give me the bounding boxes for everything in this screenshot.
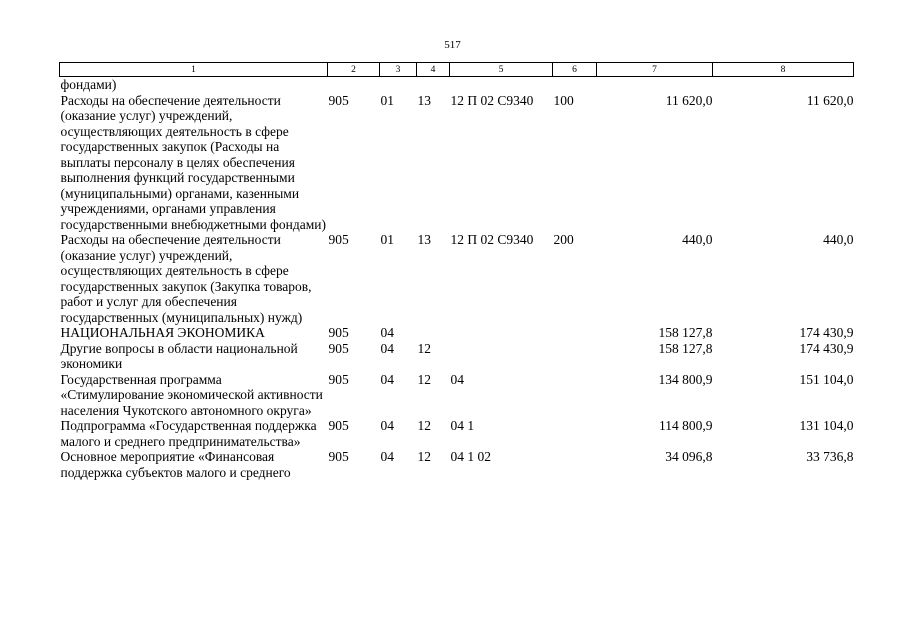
row-section-code: 04 [380,340,394,356]
row-target-code: 12 П 02 С9340 [450,92,534,108]
row-amount-year-2: 174 430,9 [799,325,854,340]
row-expense-type [553,372,597,419]
header-col-2: 2 [328,63,380,77]
table-row [60,372,854,419]
row-subsection-code [417,325,450,341]
row-description: Расходы на обеспечение деятельности (оказание услуг) учреждений, осуществляющих деятельность в сфере государственных закупок (Закупка товаров, работ и услуг для обеспечения государственных (муниципальных) нужд) [60,232,312,325]
row-description: Основное мероприятие «Финансовая поддержка субъектов малого и среднего [60,449,291,480]
row-ministry-code: 905 [328,371,349,387]
row-amount-year-1: 158 127,8 [658,340,713,356]
row-subsection-code: 12 [417,340,431,356]
header-col-8: 8 [713,63,854,77]
row-ministry-code: 905 [328,449,349,464]
page-number: 517 [444,39,461,51]
row-target-code: 04 1 02 [450,449,491,464]
row-ministry-code: 905 [328,92,349,108]
row-amount-year-1: 134 800,9 [658,371,713,387]
row-target-code [450,341,553,372]
row-amount-year-1: 158 127,8 [658,325,713,340]
table-row [60,418,854,449]
header-col-4: 4 [417,63,450,77]
row-amount-year-2: 131 104,0 [799,418,854,433]
row-amount-year-1 [597,77,713,93]
header-col-5: 5 [450,63,553,77]
row-subsection-code: 13 [417,92,431,108]
row-subsection-code [417,77,450,93]
header-col-7: 7 [597,63,713,77]
table-row [60,93,854,233]
row-amount-year-2: 174 430,9 [799,340,854,356]
row-section-code: 04 [380,325,394,340]
header-col-1: 1 [60,63,328,77]
row-amount-year-1: 114 800,9 [659,418,713,433]
row-description: фондами) [60,77,117,92]
row-amount-year-2: 11 620,0 [806,92,854,108]
row-subsection-code: 12 [417,449,431,464]
budget-table [59,62,854,480]
header-row [60,63,854,77]
table-row [60,232,854,325]
row-ministry-code: 905 [328,325,349,340]
row-amount-year-2: 151 104,0 [799,371,854,387]
row-description: Государственная программа «Стимулирование экономической активности населения Чукотского автономного округа» [60,371,323,418]
row-expense-type: 200 [553,232,574,247]
row-section-code: 04 [380,418,394,433]
row-ministry-code: 905 [328,340,349,356]
row-amount-year-1: 11 620,0 [665,92,713,108]
table-row [60,341,854,372]
row-target-code [450,325,553,341]
row-amount-year-1: 34 096,8 [665,449,713,464]
row-ministry-code [328,77,380,93]
row-section-code: 01 [380,232,394,247]
row-section-code: 04 [380,449,394,464]
row-subsection-code: 13 [417,232,431,247]
row-target-code: 12 П 02 С9340 [450,232,534,247]
row-expense-type: 100 [553,92,574,108]
row-target-code: 04 1 [450,418,475,433]
row-section-code [380,77,417,93]
row-amount-year-2: 33 736,8 [806,449,854,464]
row-expense-type [553,418,597,449]
row-expense-type [553,325,597,341]
row-section-code: 04 [380,371,394,387]
row-expense-type [553,449,597,480]
table-row [60,77,854,93]
table-row [60,325,854,341]
header-col-3: 3 [380,63,417,77]
row-amount-year-1: 440,0 [682,232,713,247]
row-subsection-code: 12 [417,418,431,433]
table-row [60,449,854,480]
row-expense-type [553,77,597,93]
row-section-code: 01 [380,92,394,108]
row-description: Подпрограмма «Государственная поддержка малого и среднего предпринимательства» [60,418,317,449]
row-expense-type [553,341,597,372]
row-description: Расходы на обеспечение деятельности (оказание услуг) учреждений, осуществляющих деятельность в сфере государственных закупок (Расходы на выплаты персоналу в целях обеспечения выполнения функций государственными (муниципальными) органами, казенными учреждениями, органами управления государственными внебюджетными фондами) [60,92,327,232]
row-amount-year-2 [713,77,854,93]
header-col-6: 6 [553,63,597,77]
row-subsection-code: 12 [417,371,431,387]
row-target-code: 04 [450,371,464,387]
row-target-code [450,77,553,93]
row-amount-year-2: 440,0 [823,232,854,247]
row-description: НАЦИОНАЛЬНАЯ ЭКОНОМИКА [60,325,265,340]
row-ministry-code: 905 [328,418,349,433]
row-ministry-code: 905 [328,232,349,247]
row-description: Другие вопросы в области национальной экономики [60,340,298,371]
